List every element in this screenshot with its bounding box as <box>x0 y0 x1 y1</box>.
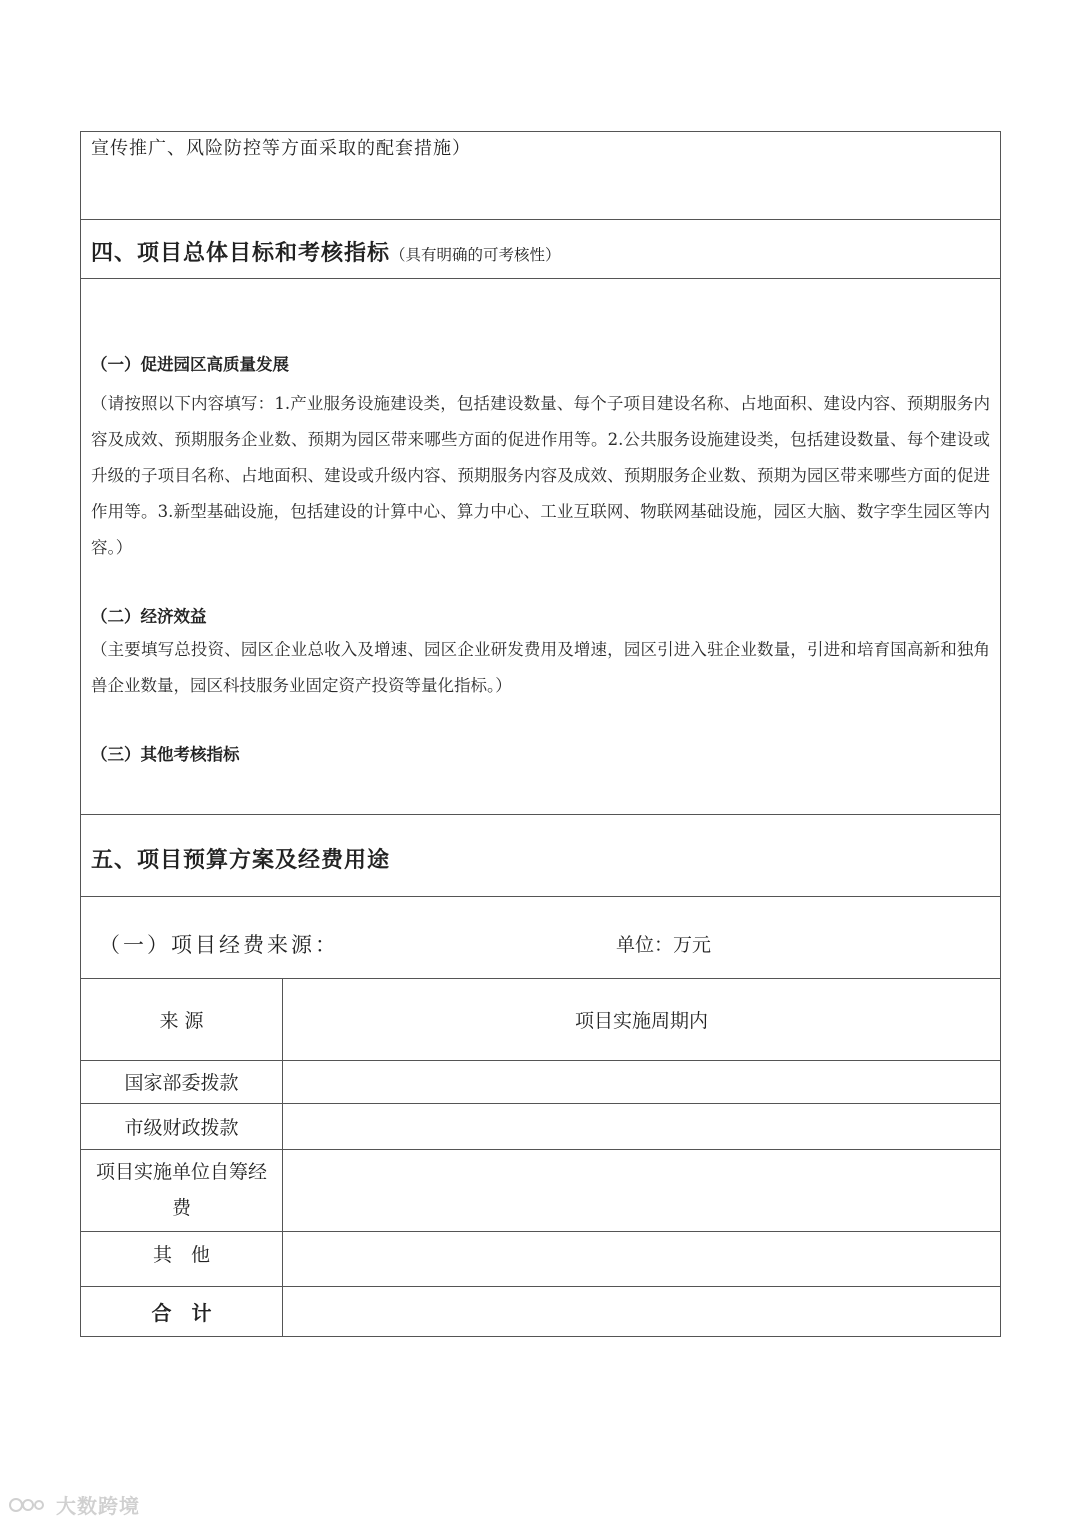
watermark <box>8 1490 140 1519</box>
row-value-input[interactable] <box>283 1149 1001 1231</box>
unit-label: 单位：万元 <box>616 934 712 956</box>
row-label-total: 合 计 <box>81 1286 283 1336</box>
row-label: 其 他 <box>81 1231 283 1286</box>
watermark-logo-icon <box>8 1493 52 1517</box>
row-value-input[interactable] <box>283 1231 1001 1286</box>
row-label: 国家部委拨款 <box>81 1060 283 1103</box>
table-row <box>81 1231 1000 1286</box>
row-label: 项目实施单位自筹经费 <box>81 1149 283 1231</box>
section4-note: （具有明确的可考核性） <box>390 246 561 264</box>
table-row <box>81 1060 1000 1103</box>
fund-table <box>81 979 1000 1336</box>
fund-source-title: （一）项目经费来源： <box>99 933 339 957</box>
fund-source-header <box>81 897 1000 979</box>
watermark-text: 大数跨境 <box>56 1494 140 1518</box>
sub2-title: （二）经济效益 <box>91 607 207 626</box>
row-value-input[interactable] <box>283 1286 1001 1336</box>
form-frame <box>80 131 1001 1337</box>
section4-header <box>81 220 1000 279</box>
section3-tail-text: 宣传推广、风险防控等方面采取的配套措施） <box>91 138 471 159</box>
row-label: 市级财政拨款 <box>81 1103 283 1149</box>
row-value-input[interactable] <box>283 1103 1001 1149</box>
table-row <box>81 1286 1000 1336</box>
sub3-title: （三）其他考核指标 <box>91 745 240 764</box>
table-row <box>81 1149 1000 1231</box>
section4-body <box>81 279 1000 815</box>
section3-tail-cell <box>81 132 1000 220</box>
section5-title: 五、项目预算方案及经费用途 <box>91 848 391 873</box>
header-period: 项目实施周期内 <box>283 979 1001 1060</box>
table-header-row <box>81 979 1000 1060</box>
fund-table-wrap <box>81 979 1000 1336</box>
section5-header <box>81 815 1000 897</box>
sub2-text: （主要填写总投资、园区企业总收入及增速、园区企业研发费用及增速，园区引进入驻企业数量，引进和培育国高新和独角兽企业数量，园区科技服务业固定资产投资等量化指标。） <box>91 640 990 695</box>
header-source: 来 源 <box>81 979 283 1060</box>
row-value-input[interactable] <box>283 1060 1001 1103</box>
sub1-title: （一）促进园区高质量发展 <box>91 355 289 374</box>
table-row <box>81 1103 1000 1149</box>
section4-title: 四、项目总体目标和考核指标 <box>91 241 391 266</box>
sub1-text: （请按照以下内容填写：1.产业服务设施建设类，包括建设数量、每个子项目建设名称、占地面积、建设内容、预期服务内容及成效、预期服务企业数、预期为园区带来哪些方面的促进作用等。2.公共服务设施建设类，包括建设数量、每个建设或升级的子项目名称、占地面积、建设或升级内容、预期服务内容及成效、预期服务企业数、预期为园区带来哪些方面的促进作用等。3.新型基础设施，包括建设的计算中心、算力中心、工业互联网、物联网基础设施，园区大脑、数字孪生园区等内容。） <box>91 394 990 557</box>
